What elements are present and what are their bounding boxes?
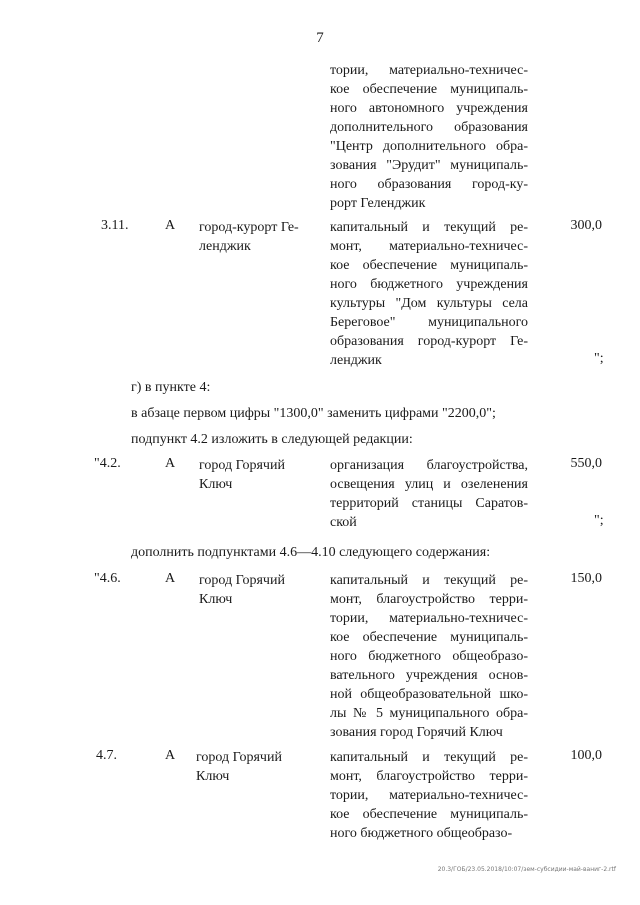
desc-line: кое обеспечение муниципаль- [330, 82, 528, 97]
desc-line: тории, материально-техничес- [330, 63, 528, 78]
row-description [330, 748, 528, 843]
desc-line: вательного учреждения основ- [330, 668, 528, 683]
row-number: "4.2. [94, 456, 121, 471]
continuation-text [330, 61, 528, 213]
row-letter: А [165, 218, 176, 233]
paragraph-abzac: в абзаце первом цифры "1300,0" заменить цифрами "2200,0"; [131, 406, 496, 421]
desc-line: Береговое" муниципального [330, 315, 528, 330]
paragraph-dopolnit: дополнить подпунктами 4.6—4.10 следующего содержания: [131, 545, 491, 560]
desc-line: территорий станицы Саратов- [330, 496, 528, 511]
footer-file-stamp: 20.3/ГОБ/23.05.2018/10:07/зем-субсидии-май-ваниг-2.rtf [437, 866, 616, 873]
place-line: город Горячий [199, 573, 285, 588]
desc-line: тории, материально-техничес- [330, 611, 528, 626]
desc-line: образования город-курорт Ге- [330, 334, 528, 349]
desc-line: лы № 5 муниципального обра- [330, 706, 528, 721]
row-amount: 100,0 [570, 748, 602, 763]
row-number: 4.7. [96, 748, 117, 763]
place-line: ленджик [199, 239, 251, 254]
row-description [330, 456, 528, 532]
row-number: "4.6. [94, 571, 121, 586]
desc-line: культуры "Дом культуры села [330, 296, 528, 311]
place-line: Ключ [196, 769, 230, 784]
place-line: Ключ [199, 592, 233, 607]
desc-line: ного бюджетного общеобразо- [330, 826, 513, 841]
place-line: город Горячий [196, 750, 282, 765]
closing-quote: "; [594, 513, 604, 528]
paragraph-subpunkt: подпункт 4.2 изложить в следующей редакции: [131, 432, 413, 447]
desc-line: кое обеспечение муниципаль- [330, 630, 528, 645]
desc-line: монт, благоустройство терри- [330, 769, 528, 784]
place-line: Ключ [199, 477, 233, 492]
desc-line: тории, материально-техничес- [330, 788, 528, 803]
desc-line: освещения улиц и озеленения [330, 477, 528, 492]
desc-line: капитальный и текущий ре- [330, 573, 528, 588]
desc-line: монт, материально-техничес- [330, 239, 528, 254]
page-number: 7 [316, 30, 324, 46]
desc-line: рорт Геленджик [330, 196, 426, 211]
desc-line: кое обеспечение муниципаль- [330, 258, 528, 273]
row-amount: 550,0 [570, 456, 602, 471]
row-description [330, 218, 528, 370]
desc-line: "Центр дополнительного обра- [330, 139, 528, 154]
place-line: город-курорт Ге- [199, 220, 299, 235]
row-amount: 300,0 [570, 218, 602, 233]
row-letter: А [165, 456, 176, 471]
paragraph-g: г) в пункте 4: [131, 380, 211, 395]
desc-line: зования "Эрудит" муниципаль- [330, 158, 528, 173]
desc-line: ного бюджетного общеобразо- [330, 649, 528, 664]
desc-line: дополнительного образования [330, 120, 528, 135]
row-letter: А [165, 571, 176, 586]
desc-line: кое обеспечение муниципаль- [330, 807, 528, 822]
closing-quote: "; [594, 351, 604, 366]
row-description [330, 571, 528, 742]
desc-line: ного бюджетного учреждения [330, 277, 528, 292]
desc-line: организация благоустройства, [330, 458, 528, 473]
place-line: город Горячий [199, 458, 285, 473]
desc-line: ного автономного учреждения [330, 101, 528, 116]
desc-line: ной общеобразовательной шко- [330, 687, 528, 702]
desc-line: капитальный и текущий ре- [330, 750, 528, 765]
desc-line: ленджик [330, 353, 382, 368]
row-number: 3.11. [101, 218, 129, 233]
desc-line: монт, благоустройство терри- [330, 592, 528, 607]
desc-line: ного образования город-ку- [330, 177, 528, 192]
row-letter: А [165, 748, 176, 763]
row-amount: 150,0 [570, 571, 602, 586]
desc-line: ской [330, 515, 357, 530]
desc-line: зования город Горячий Ключ [330, 725, 503, 740]
desc-line: капитальный и текущий ре- [330, 220, 528, 235]
